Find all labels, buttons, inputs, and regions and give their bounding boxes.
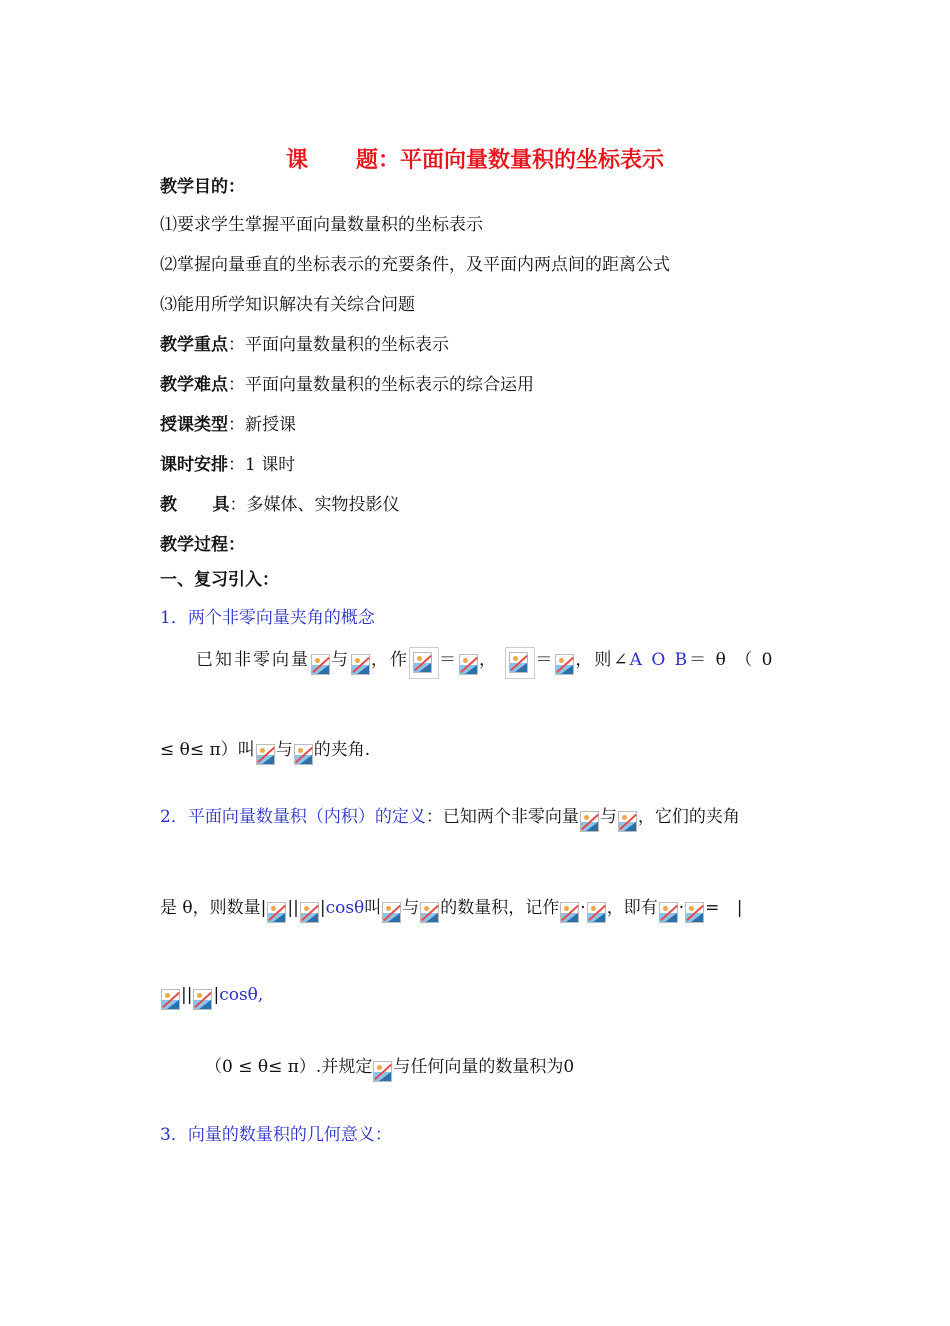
page-title: 课 题：平面向量数量积的坐标表示 bbox=[285, 148, 665, 173]
item2-line2: 是 θ，则数量| || |cosθ叫 与 的数量积，记作 · ，即有 · = | bbox=[160, 893, 749, 923]
image-placeholder-icon bbox=[373, 1061, 392, 1082]
image-placeholder-icon bbox=[294, 744, 313, 765]
image-placeholder-icon bbox=[420, 902, 439, 923]
item2-line4: （0 ≤ θ≤ π）.并规定 与任何向量的数量积为0 bbox=[205, 1052, 574, 1082]
image-placeholder-icon bbox=[618, 811, 637, 832]
difficult-point: 教学难点：平面向量数量积的坐标表示的综合运用 bbox=[160, 375, 534, 395]
item3-heading: 3．向量的数量积的几何意义： bbox=[160, 1125, 392, 1145]
goals-label: 教学目的： bbox=[160, 177, 245, 197]
key-point: 教学重点：平面向量数量积的坐标表示 bbox=[160, 335, 449, 355]
item1-line2: ≤ θ≤ π）叫 与 的夹角. bbox=[160, 735, 370, 765]
image-placeholder-icon bbox=[256, 744, 275, 765]
image-placeholder-icon bbox=[659, 902, 678, 923]
teaching-tools: 教 具：多媒体、实物投影仪 bbox=[160, 495, 400, 515]
goal-3: ⑶能用所学知识解决有关综合问题 bbox=[160, 295, 415, 315]
lesson-type: 授课类型：新授课 bbox=[160, 415, 296, 435]
image-placeholder-icon bbox=[509, 652, 528, 673]
image-placeholder-icon bbox=[459, 654, 478, 675]
image-placeholder-icon bbox=[560, 902, 579, 923]
image-placeholder-icon bbox=[382, 902, 401, 923]
item1-heading: 1．两个非零向量夹角的概念 bbox=[160, 608, 375, 628]
goal-1: ⑴要求学生掌握平面向量数量积的坐标表示 bbox=[160, 215, 483, 235]
item2-line1: 2．平面向量数量积（内积）的定义：已知两个非零向量 与 ，它们的夹角 bbox=[160, 802, 740, 832]
section-heading: 一、复习引入： bbox=[160, 570, 279, 590]
process-label: 教学过程： bbox=[160, 535, 245, 555]
image-placeholder-icon bbox=[685, 902, 704, 923]
item2-line3: || |cosθ, bbox=[160, 985, 263, 1010]
image-placeholder-icon bbox=[311, 654, 330, 675]
image-placeholder-icon bbox=[300, 902, 319, 923]
image-placeholder-icon bbox=[267, 902, 286, 923]
image-placeholder-icon bbox=[413, 652, 432, 673]
image-placeholder-icon bbox=[580, 811, 599, 832]
image-placeholder-icon bbox=[193, 989, 212, 1010]
image-placeholder-icon bbox=[161, 989, 180, 1010]
image-frame bbox=[505, 647, 535, 679]
class-hours: 课时安排：1 课时 bbox=[160, 455, 296, 475]
goal-2: ⑵掌握向量垂直的坐标表示的充要条件，及平面内两点间的距离公式 bbox=[160, 255, 670, 275]
item1-line1: 已知非零向量 与 ，作 ＝ ， ＝ ，则∠A O B＝ θ （ 0 bbox=[196, 645, 774, 679]
image-placeholder-icon bbox=[555, 654, 574, 675]
image-frame bbox=[409, 647, 439, 679]
image-placeholder-icon bbox=[587, 902, 606, 923]
image-placeholder-icon bbox=[351, 654, 370, 675]
